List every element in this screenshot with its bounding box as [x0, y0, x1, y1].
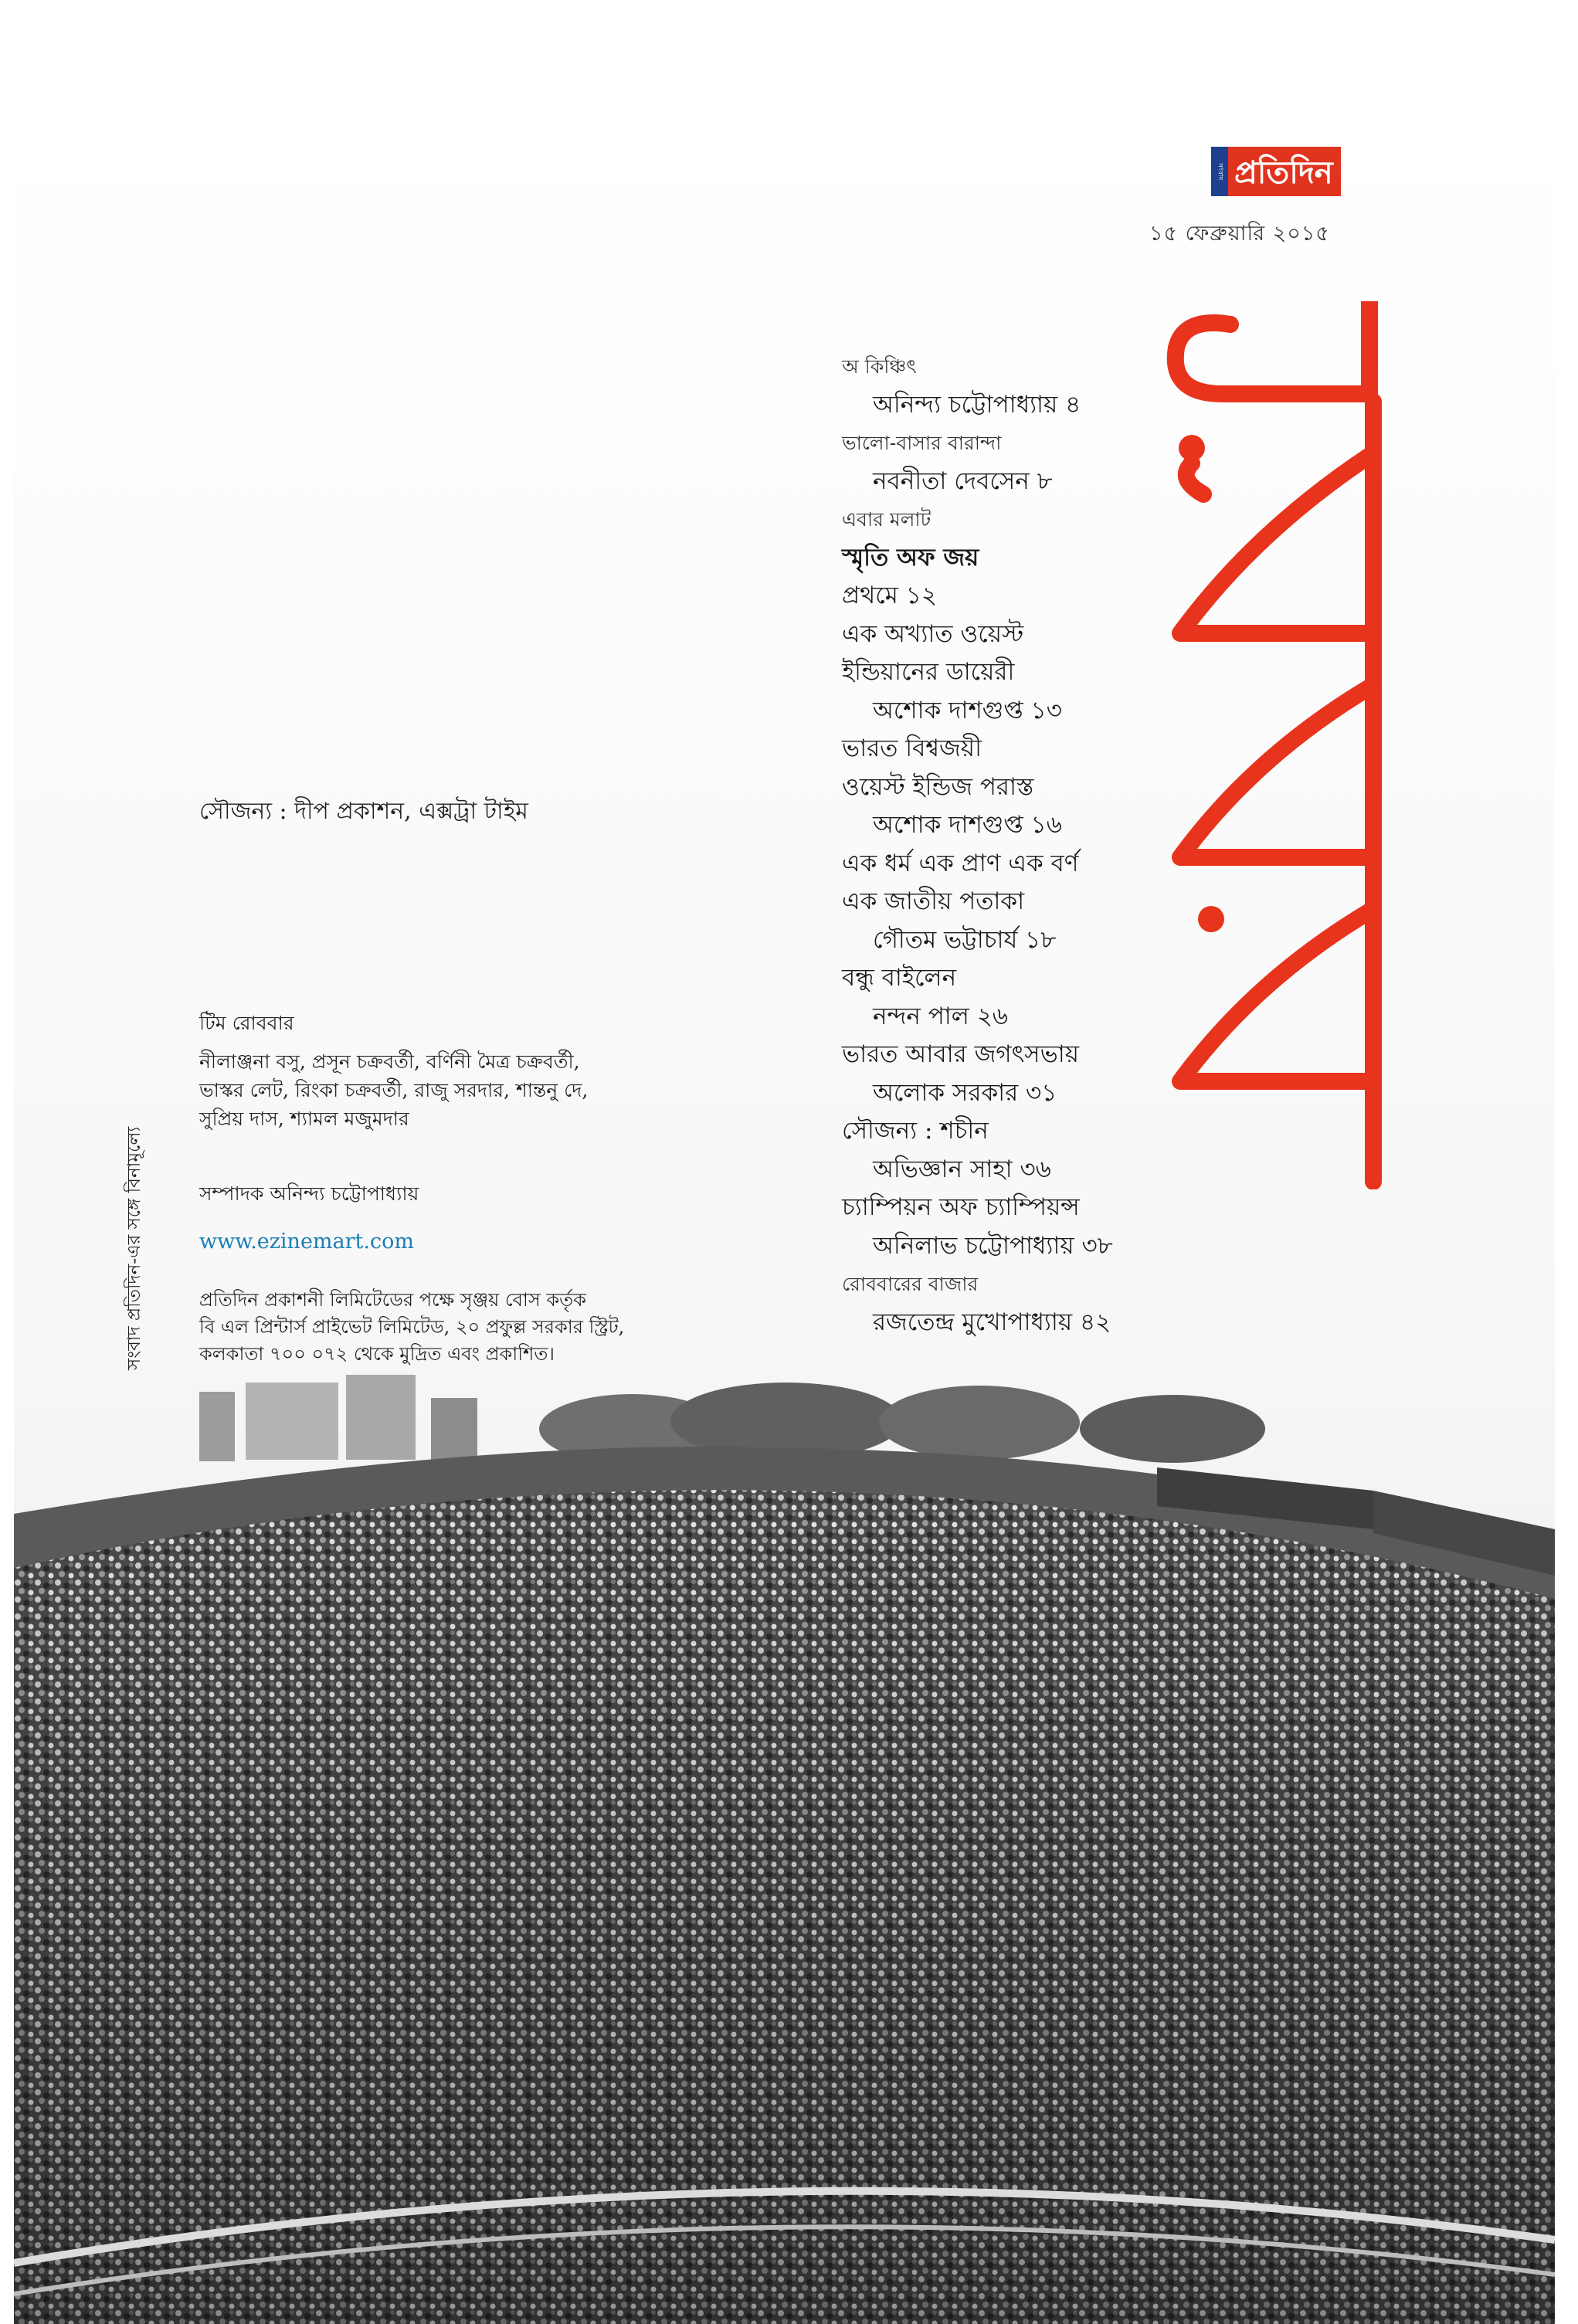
team-members-line: সুপ্রিয় দাস, শ্যামল মজুমদার [199, 1108, 409, 1130]
toc-entry: প্রথমে ১২ [842, 582, 938, 609]
team-members-line: নীলাঞ্জনা বসু, প্রসূন চক্রবর্তী, বর্ণিনী মৈত্র চক্রবর্তী, [199, 1050, 580, 1073]
toc-section-heading: অ কিঞ্চিৎ [842, 355, 917, 378]
toc-entry: অশোক দাশগুপ্ত ১৬ [873, 811, 1062, 839]
stadium-crowd-photo [14, 1375, 1555, 2324]
team-heading: টিম রোববার [199, 1012, 294, 1034]
toc-entry: ওয়েস্ট ইন্ডিজ পরাস্ত [842, 772, 1034, 801]
toc-entry: এক জাতীয় পতাকা [842, 887, 1025, 915]
toc-section-heading: এবার মলাট [842, 508, 932, 531]
pratidin-logo [1211, 147, 1341, 196]
supplement-note: সংবাদ প্রতিদিন-এর সঙ্গে বিনামূল্যে [124, 1126, 144, 1370]
magazine-page [14, 124, 1555, 2324]
toc-entry: বন্ধু বাইলেন [842, 964, 957, 992]
masthead-title-graphic [1138, 301, 1393, 1189]
toc-section-heading: রোববারের বাজার [842, 1273, 979, 1295]
toc-entry: ভারত আবার জগৎসভায় [842, 1040, 1080, 1068]
crowd-image [14, 1375, 1555, 2324]
toc-entry: ভারত বিশ্বজয়ী [842, 735, 982, 762]
toc-section-heading: ভালো-বাসার বারান্দা [842, 432, 1002, 454]
logo-strip: সংবাদ [1211, 147, 1228, 196]
imprint-line: প্রতিদিন প্রকাশনী লিমিটেডের পক্ষে সৃঞ্জয় বোস কর্তৃক [199, 1289, 586, 1311]
toc-entry: নন্দন পাল ২৬ [873, 1002, 1009, 1030]
toc-entry: অনিন্দ্য চট্টোপাধ্যায় ৪ [873, 390, 1081, 419]
team-members [199, 1047, 740, 1133]
toc-entry: ইন্ডিয়ানের ডায়েরী [842, 658, 1015, 686]
logo-text: প্রতিদিন [1228, 147, 1341, 196]
toc-entry: অশোক দাশগুপ্ত ১৩ [873, 696, 1062, 724]
toc-entry: অনিলাভ চট্টোপাধ্যায় ৩৮ [873, 1231, 1113, 1260]
toc-entry: সৌজন্য : শচীন [842, 1117, 989, 1145]
table-of-contents [842, 348, 1151, 1342]
team-members-line: ভাস্কর লেট, রিংকা চক্রবর্তী, রাজু সরদার, শান্তনু দে, [199, 1079, 589, 1101]
toc-entry: অলোক সরকার ৩১ [873, 1078, 1057, 1107]
photo-courtesy: সৌজন্য : দীপ প্রকাশন, এক্সট্রা টাইম [199, 798, 528, 825]
toc-entry: এক ধর্ম এক প্রাণ এক বর্ণ [842, 849, 1079, 877]
website-link[interactable]: www.ezinemart.com [199, 1230, 414, 1254]
toc-entry: এক অখ্যাত ওয়েস্ট [842, 619, 1024, 648]
toc-entry: রজতেন্দ্র মুখোপাধ্যায় ৪২ [873, 1308, 1111, 1336]
imprint-line: কলকাতা ৭০০ ০৭২ থেকে মুদ্রিত এবং প্রকাশিত। [199, 1343, 555, 1365]
issue-date: ১৫ ফেব্রুয়ারি ২০১৫ [1149, 222, 1330, 246]
toc-entry: গৌতম ভট্টাচার্য ১৮ [873, 925, 1057, 954]
toc-entry: চ্যাম্পিয়ন অফ চ্যাম্পিয়ন্স [842, 1193, 1080, 1221]
toc-entry: নবনীতা দেবসেন ৮ [873, 466, 1053, 495]
imprint-line: বি এল প্রিন্টার্স প্রাইভেট লিমিটেড, ২০ প্রফুল্ল সরকার স্ট্রিট, [199, 1316, 625, 1338]
toc-entry: স্মৃতি অফ জয় [842, 543, 979, 572]
publisher-imprint [199, 1287, 771, 1368]
toc-entry: অভিজ্ঞান সাহা ৩৬ [873, 1155, 1051, 1183]
editor-credit: সম্পাদক অনিন্দ্য চট্টোপাধ্যায় [199, 1182, 419, 1205]
